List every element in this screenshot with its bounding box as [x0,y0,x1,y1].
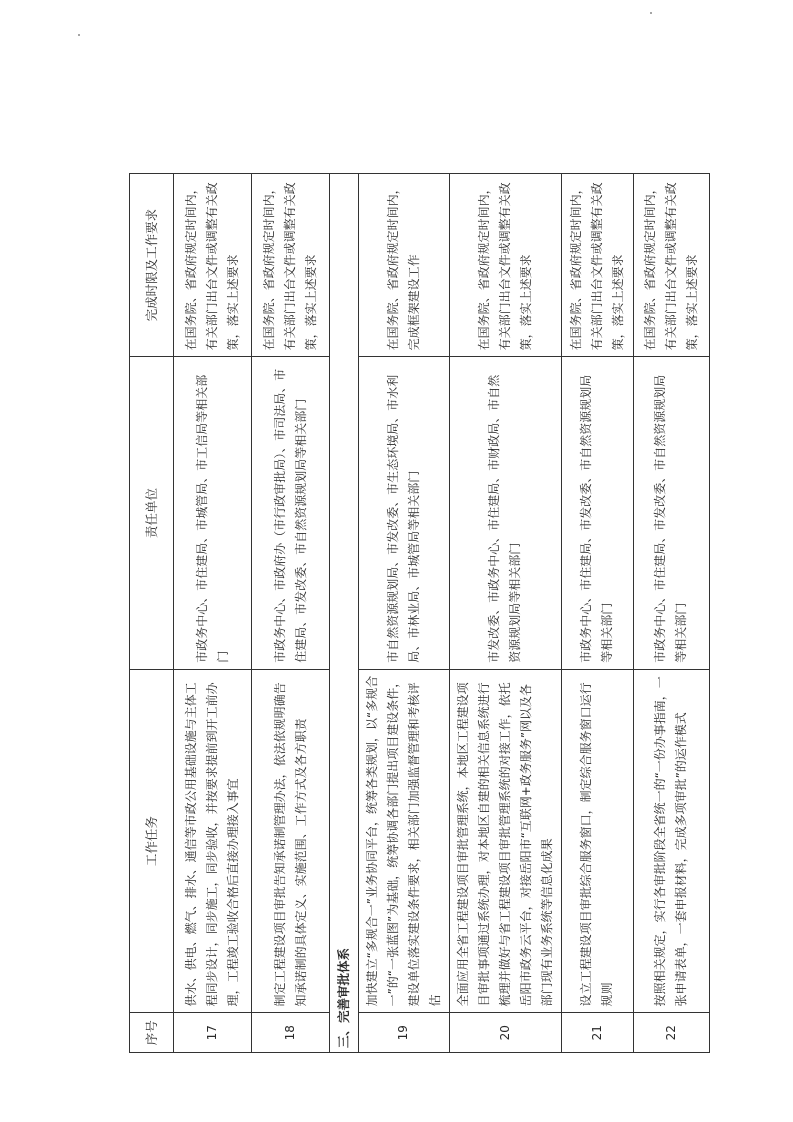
header-requirement: 完成时限及工作要求 [130,174,174,357]
row-requirement: 在国务院、省政府规定时间内，有关部门出台文件或调整有关政策，落实上述要求 [633,174,709,357]
table-row [449,174,561,1053]
rotated-table-container [129,173,699,1053]
row-unit: 市政务中心、市住建局、市城管局、市工信局等相关部门 [174,357,252,669]
table-row [174,174,252,1053]
row-number: 17 [174,1013,252,1053]
work-task-table [129,173,710,1053]
row-unit: 市政务中心、市住建局、市发改委、市自然资源规划局等相关部门 [561,357,633,669]
table-row [561,174,633,1053]
table-header-row [130,174,174,1053]
row-number: 21 [561,1013,633,1053]
row-task: 加快建立“多规合一”业务协同平台，统筹各类规划，以“多规合一”的“一张蓝图”为基础，统筹协调各部门提出项目建设条件，建设单位落实建设条件要求，相关部门加强监督管理和考核评估 [358,669,449,1013]
row-task: 供水、供电、燃气、排水、通信等市政公用基础设施与主体工程同步设计，同步施工，同步验收，并按要求提前到开工前办理，工程竣工验收合格后直接办理接入事宜 [174,669,252,1013]
table-row [252,174,330,1053]
row-number: 22 [633,1013,709,1053]
row-number: 19 [358,1013,449,1053]
row-requirement: 在国务院、省政府规定时间内，有关部门出台文件或调整有关政策，落实上述要求 [561,174,633,357]
row-task: 按照相关规定，实行各审批阶段全省统一的“一份办事指南，一张申请表单，一套申报材料，完成多项审批”的运作模式 [633,669,709,1013]
row-unit: 市政务中心、市政府办（市行政审批局）、市司法局、市住建局、市发改委、市自然资源规划局等相关部门 [252,357,330,669]
header-task: 工作任务 [130,669,174,1013]
scan-speck [650,12,652,14]
row-number: 20 [449,1013,561,1053]
section-header-row [330,174,359,1053]
row-number: 18 [252,1013,330,1053]
scan-speck [78,34,80,36]
row-unit: 市政务中心、市住建局、市发改委、市自然资源规划局等相关部门 [633,357,709,669]
row-requirement: 在国务院、省政府规定时间内，有关部门出台文件或调整有关政策，落实上述要求 [252,174,330,357]
table-row [633,174,709,1053]
row-task: 设立工程建设项目审批综合服务窗口，制定综合服务窗口运行规则 [561,669,633,1013]
header-unit: 责任单位 [130,357,174,669]
row-requirement: 在国务院、省政府规定时间内，有关部门出台文件或调整有关政策，落实上述要求 [449,174,561,357]
row-unit: 市发改委、市政务中心、市住建局、市财政局、市自然资源规划局等相关部门 [449,357,561,669]
row-requirement: 在国务院、省政府规定时间内，完成框架建设工作 [358,174,449,357]
section-title: 三、完善审批体系 [330,174,359,1053]
row-task: 制定工程建设项目审批告知承诺制管理办法，依法依规明确告知承诺制的具体定义、实施范围、工作方式及各方职责 [252,669,330,1013]
header-no: 序号 [130,1013,174,1053]
row-unit: 市自然资源规划局、市发改委、市生态环境局、市水利局、市林业局、市城管局等相关部门 [358,357,449,669]
row-requirement: 在国务院、省政府规定时间内，有关部门出台文件或调整有关政策，落实上述要求 [174,174,252,357]
table-row [358,174,449,1053]
row-task: 全面应用全省工程建设项目审批管理系统，本地区工程建设项目审批事项通过系统办理，对本地区自建的相关信息系统进行梳理并做好与省工程建设项目审批管理系统的对接工作，依托岳阳市政务云平台，对接岳阳市“互联网+政务服务”网以及各部门现有业务系统等信息化成果 [449,669,561,1013]
